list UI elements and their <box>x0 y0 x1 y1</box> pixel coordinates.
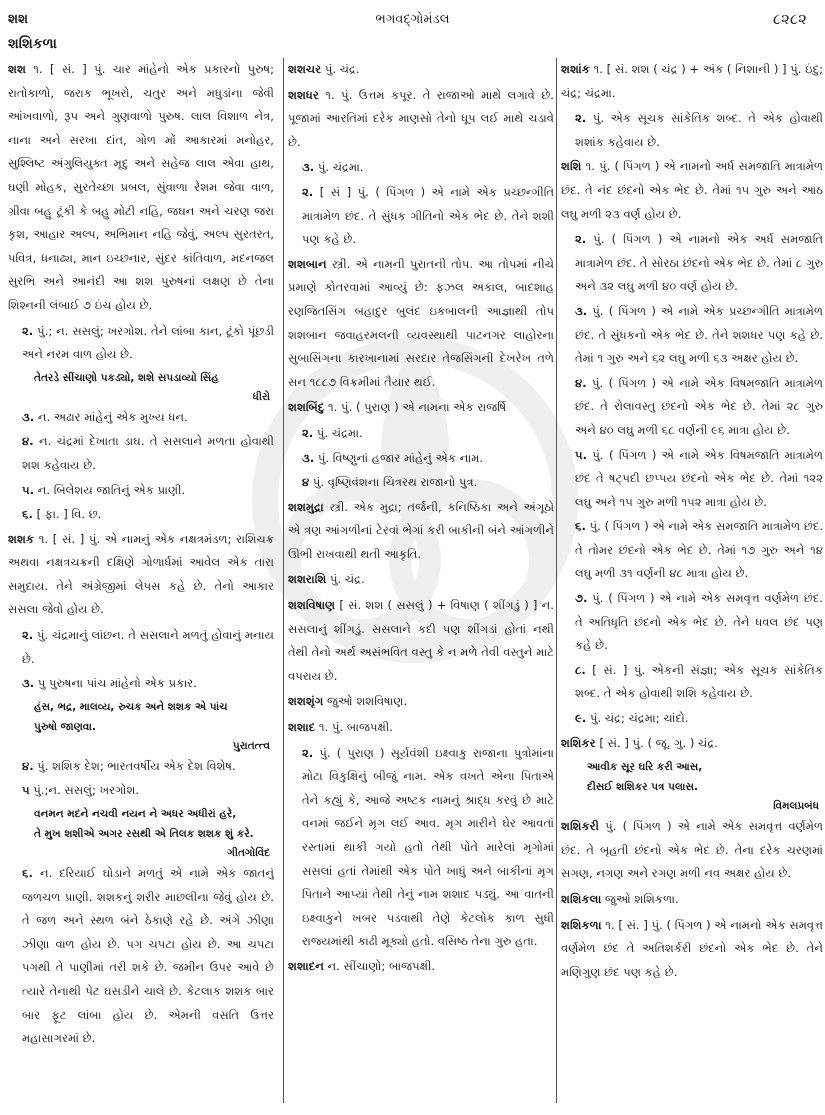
sense-number: ૧. <box>585 159 595 174</box>
quotation-line: તેતરડે સીંચાણો પકડ્યો, શશે સપડાવ્યો સિંહ <box>34 371 219 384</box>
dictionary-entry <box>8 528 274 622</box>
headword: શશિકળા <box>561 917 602 932</box>
definition-text: પું.; ન. સસલું; ખરગોશ. તેને લાંબા કાન, ટૂંકો પૂંછડી અને નરમ વાળ હોય છે. <box>22 323 274 362</box>
sense-number: ૨. <box>575 232 587 247</box>
definition-text: પું. ચંદ્ર; ચંદ્રમા; ચાંદો. <box>589 711 689 726</box>
dictionary-entry <box>288 253 554 395</box>
sense-number: ૨. <box>22 323 34 338</box>
definition-text: પું. ( પુરાણ ) સૂર્યવંશી ઇક્ષ્વાકુ રાજાના પુત્રોમાંના મોટા વિકુક્ષિનું બીજું નામ. એક વખતે એના પિતાએ તેને કહ્યું કે, આજે અષ્ટક નામનું શ્રાદ્ધ કરવું છે માટે વનમાં જઈને મૃગ લઈ આવ. મૃગ મારીને ઘેર આવતાં રસ્તામાં થાકી ગયો હતો તેથી પોતે મારેલાં મૃગોમાં સસલાં હતાં તેમાંથી એક પોતે ખાધું અને બાકીનાં મૃગ પિતાને આપ્યાં તેથી તેનું નામ શશાદ પડ્યું. આ વાતની ઇક્ષ્વાકુને ખબર પડવાથી તેણે કેટલોક કાળ સુધી રાજ્યમાંથી કાઢી મૂક્યો હતો. વસિષ્ઠ તેના ગુરુ હતા. <box>302 745 554 949</box>
definition-text: [ સં. ] પું. ચાર માંહેનો એક પ્રકારનો પુરુષ; રાતોકાળો, જરાક ભૂખરો, ચતુર અને મધુડાંના જેવી આંખવાળો, રૂપ અને ગુણવાળો પુરુષ. લાલ વિશાળ નેત્ર, નાના અને સરખા દાંત, ગોળ મોં આકારમાં મનોહર, સુશ્લિષ્ટ અંગુલિયુક્ત મૃદુ અને સહેજ લાલ એવા હાથ, ઘણી મોહક, સુરતેચ્છા પ્રબલ, સુંવાળા રેશમ જેવા વાળ, ગ્રીવા બહુ ટૂંકી કે બહુ મોટી નહિ, જઘન અને ચરણ જરા કૃશ, આહાર અલ્પ, અભિમાન નહિ જેવું, અલ્પ સુરતરત, પવિત્ર, ધનાઢ્ય, માન ઇચ્છનાર, સુંદર કાંતિવાળ, મદનજલ સુરભિ અને આનંદી આ શશ પુરુષનાં લક્ષણ છે તેના શિશ્નની લંબાઈ ૭ ઇંચ હોય છે. <box>8 62 274 312</box>
sense <box>8 503 274 527</box>
sense-number: ૧. <box>327 400 338 415</box>
sense <box>561 372 823 443</box>
headword: શશબાન <box>288 256 327 271</box>
sense <box>8 430 274 477</box>
sense-number: ૧. <box>325 87 335 102</box>
definition-text: પું. ( પુરાણ ) એ નામના એક રાજર્ષિ <box>341 400 507 415</box>
definition-text: પુ પુરુષના પાંચ માંહેનો એક પ્રકાર. <box>37 676 197 691</box>
sense-number: ૪. <box>22 758 34 773</box>
definition-text: પું. ચંદ્ર. <box>324 62 360 76</box>
headword: શશ <box>8 62 26 76</box>
headword: શશાદન <box>288 958 324 973</box>
definition-text: જુઓ શશિકળા. <box>604 892 679 906</box>
sense-number: ૧. <box>605 917 615 932</box>
definition-text: પું. ( પિંગળ ) એ નામે એક સમવૃત્ત વર્ણમેળ છંદ. તે અતિધૃતિ છંદનો એક ભેદ છે. તેને ધવલ છંદ પણ કહે છે. <box>575 591 823 653</box>
sense <box>8 862 274 1051</box>
sense-number: ૪. <box>22 434 34 449</box>
quotation-line: તે મુખ શશીએ અગર રસથી એ તિલક શશક શું કરે. <box>34 828 254 841</box>
sense <box>561 515 823 586</box>
quotation-line: પુરુષો જાણવા. <box>34 720 96 733</box>
definition-text: સ્ત્રી. એક મુદ્રા; તર્જની, કનિષ્ઠિકા અને અંગૂઠો એ ત્રણ આંગળીનાં ટેરવાં ભેગાં કરી બાકીની બંને આંગળીને ઊભી રાખવાથી થતી આકૃતિ. <box>288 499 554 561</box>
definition-text: પું. બાજપક્ષી. <box>331 720 393 735</box>
definition-text: ન. ચંદ્રમાં દેખાતા ડાઘ. તે સસલાને મળતા હોવાથી શશ કહેવાય છે. <box>22 434 274 472</box>
definition-text: [ સં. શશ ( સસલું ) + વિષાણ ( શીંગડું ) ] ન. સસલાનું શીંગડું. સસલાને કદી પણ શીંગડાં હોતાં નથી તેથી તેનો અર્થ અસંભવિત વસ્તુ કે ન મળે તેવી વસ્તુને માટે વપરાય છે. <box>288 598 554 683</box>
definition-text: પું. ( પિંગળ ) એ નામનો એક અર્ધ સમજાતિ માત્રામેળ છંદ. તે સોરઠા છંદનો એક ભેદ છે. તેમાં ૮ ગુરુ અને ૩૨ લઘુ મળી ૪૦ વર્ણ હોય છે. <box>575 232 823 294</box>
sense-number: ૬. <box>22 866 33 881</box>
dictionary-entry <box>288 568 554 592</box>
column-2 <box>283 58 554 1103</box>
sense-number: ૯. <box>575 711 587 726</box>
definition-text: પું. શશિક દેશ; ભારતવર્ષીય એક દેશ વિશેષ. <box>37 758 236 773</box>
dictionary-entry <box>288 58 554 82</box>
sense-number: ૨. <box>302 745 314 760</box>
headword: શશબિંદુ <box>288 400 325 415</box>
dictionary-entry <box>561 815 823 886</box>
definition-text: [ સં. ] પું. ( પિંગળ ) એ નામનો એક સમવૃત્ત વર્ણમેળ છંદ તે અતિશર્કરી છંદનો એક ભેદ છે. તેને મણિગુણ છંદ પણ કહે છે. <box>561 917 823 979</box>
definition-text: પું. વૃષ્ણિવંશના ચિત્રરથ રાજાનો પુત્ર. <box>312 475 478 490</box>
definition-text: પું. ( પિંગળ ) એ નામે એક વિષમજાતિ માત્રામેળ છંદ. તે રોલાવસ્તુ છંદનો એક ભેદ છે. તેમાં ૨૮ ગુરુ અને ૪૦ લઘુ મળી ૬૮ વર્ણની ૯૬ માત્રા હોય છે. <box>575 375 823 437</box>
sense <box>288 181 554 252</box>
sense <box>8 672 274 696</box>
headword: શશરાશિ <box>288 572 327 587</box>
headword: શશશૃંગ <box>288 694 324 709</box>
definition-text: જુઓ શશવિષાણ. <box>326 694 408 709</box>
dictionary-entry <box>561 914 823 985</box>
definition-text: પું. ચંદ્ર. <box>329 572 365 587</box>
sense-number: ૩. <box>575 303 588 318</box>
dictionary-entry <box>561 888 823 912</box>
quotation-line: વનમન મદને નચવી નયન ને અધર અધીરાં હરે, <box>34 808 237 821</box>
headword: શશાદ <box>288 720 316 735</box>
sense-number: ૧. <box>593 62 603 76</box>
definition-text: [ સં. ] પું. એકની સંજ્ઞા; એક સૂચક સાંકેતિક શબ્દ. તે એક હોવાથી શશિ કહેવાય છે. <box>575 662 823 701</box>
sense-number: ૩. <box>302 160 315 175</box>
sense-number: ૫. <box>575 447 588 462</box>
quotation-source: ધીરો <box>252 390 270 403</box>
dictionary-entry <box>288 690 554 714</box>
headword: શશવિષાણ <box>288 598 336 613</box>
sense <box>288 422 554 446</box>
dictionary-entry <box>288 84 554 155</box>
sense-number: ૨. <box>302 184 314 199</box>
sense-number: ૫ <box>22 783 30 798</box>
definition-text: પું. ( પિંગળ ) એ નામનો અર્ધ સમજાતિ માત્રામેળ છંદ. તે નંદ છંદનો એક ભેદ છે. તેમાં ૧૫ ગુરુ અને આઠ લઘુ મળી ૨૩ વર્ણ હોય છે. <box>561 159 823 221</box>
sense-number: ૩. <box>22 409 35 424</box>
sense <box>561 707 823 731</box>
definition-text: ન. દરિયાઈ ઘોડાને મળતું એ નામે એક જાતનું જળચળ પ્રાણી. શશકનું શરીર માછલીના જેવું હોય છે. તે જળ અને સ્થળ બંને ઠેકાણે રહે છે. અંગે ઝીણા ઝીણા વાળ હોય છે. પગ ચપટા હોય છે. આ ચપટા પગથી તે પાણીમાં તરી શકે છે. જમીન ઉપર આવે છે ત્યારે તેનાથી પેટ ઘસડીને ચાલે છે. કેટલાક શશક બાર બાર ફૂટ લાંબા હોય છે. એમની વસતિ ઉત્તર મહાસાગરમાં છે. <box>22 866 274 1046</box>
sense <box>8 479 274 503</box>
definition-text: પું. ( પિંગળ ) એ નામે એક વિષમજાતિ માત્રામેળ છંદ તે ષટ્પદી છપ્પય છંદનો એક ભેદ છે. તેમાં ૧૨૨ લઘુ અને ૧૫ ગુરુ મળી ૧૫૨ માત્રા હોય છે. <box>575 447 823 509</box>
headword: શશચર <box>288 62 322 76</box>
sense <box>561 300 823 371</box>
sense-number: ૪ <box>302 475 310 490</box>
quotation-line: હંસ, ભદ્ર, માલવ્ય, રુચક અને શશક એ પાંચ <box>34 700 228 713</box>
definition-text: પું. ચંદ્રમા. <box>317 160 364 175</box>
sense <box>288 447 554 471</box>
sense <box>561 228 823 299</box>
definition-text: પું.;ન. સસલું; ખરગોશ. <box>33 783 140 798</box>
definition-text: પું. ચંદ્રમાનું લાંછન. તે સસલાને મળતું હોવાનું મનાય છે. <box>22 628 274 666</box>
definition-text: [ સં. ] પું. એ નામનું એક નક્ષત્રમંડળ; રાશિચક્ર અથવા નક્ષત્રચક્રની દક્ષિણે ગોળાર્ધમાં આવેલ એક તારા સમુદાય. તેને અંગ્રેજીમાં લેપસ કહે છે. તેનો આકાર સસલા જેવો હોય છે. <box>8 531 274 617</box>
headword: શશાંક <box>561 62 590 76</box>
column-1 <box>8 58 274 1103</box>
definition-text: [ સં. ] પું. ( જૂ. ગુ. ) ચંદ્ર. <box>599 735 718 750</box>
headword: શશિકલા <box>561 892 602 906</box>
quotation-line: દીસઈ શશિકર પત્ર પલાસ. <box>587 781 698 794</box>
sense-number: ૬. <box>575 519 586 534</box>
sense <box>8 320 274 367</box>
dictionary-entry <box>288 955 554 979</box>
dictionary-entry <box>561 732 823 756</box>
sense-number: ૧. <box>33 62 43 76</box>
column-3 <box>556 58 823 1103</box>
page-header <box>0 0 825 60</box>
dictionary-entry <box>561 58 823 105</box>
sense <box>288 742 554 954</box>
definition-text: પું. એક સૂચક સાંકેતિક શબ્દ. તે એક હોવાથી શશાંક કહેવાય છે. <box>575 111 823 149</box>
dictionary-entry <box>288 496 554 567</box>
sense <box>561 587 823 658</box>
headword: શશિકર <box>561 735 596 750</box>
definition-text: સ્ત્રી. એ નામની પુરાતની તોપ. આ તોપમાં નીચે પ્રમાણે કોતરવામાં આવ્યું છે: ફઝલ અકાલ, બાદશાહ રણજિતસિંગ બહાદુર બુલંદ ઇકબાલની આજ્ઞાથી તોપ શશબાન જવાહરમલની વ્યવસ્થાથી પાટનગર લાહોરના સુબાસિંગના કારખાનામાં સરદાર તેજસિંગની દેખરેખ તળે સન ૧૮૮૭ વિક્રમીમાં તૈયાર થઈ. <box>288 256 554 389</box>
running-title: ભગવદ્ગોમંડલ <box>375 12 450 27</box>
dictionary-entry <box>288 594 554 688</box>
headword: શશધર <box>288 87 319 102</box>
sense-number: ૨. <box>302 425 314 440</box>
headword: શશિ <box>561 159 582 174</box>
sense-number: ૩. <box>22 676 35 691</box>
definition-text: પું. ઉત્તમ કપૂર. તે રાજાઓ માથે લગાવે છે. પૂજામાં આરતિમાં દરેક માણસો તેનો ધૂપ લઈ માથે ચડાવે છે. <box>288 87 554 149</box>
dictionary-entry <box>8 58 274 318</box>
sense-number: ૨. <box>22 628 34 643</box>
definition-text: [ સં ] પું. ( પિંગળ ) એ નામે એક પ્રચ્છન્ગીતિ માત્રામેળ છંદ. તે સુંધક ગીતિનો એક ભેદ છે. તેને શશી પણ કહે છે. <box>302 184 554 247</box>
sense <box>8 779 274 803</box>
guide-word-first: શશ <box>8 12 29 27</box>
definition-text: [ ફા. ] વિ. છ. <box>36 507 102 522</box>
quotation-line: આવીક સૂર ઘરિ કરી આસ, <box>587 761 703 774</box>
sense-number: ૩. <box>302 450 315 465</box>
definition-text: પું. ( પિંગળ ) એ નામે એક સમવૃત્ત વર્ણમેળ છંદ. તે બૃહતી છંદનો એક ભેદ છે. તેના દરેક ચરણમાં સગણ, નગણ અને રગણ મળી નવ અક્ષર હોય છે. <box>561 819 823 881</box>
sense-number: ૮. <box>575 662 586 677</box>
sense-number: ૧. <box>318 720 329 735</box>
definition-text: [ સં. શશ ( ચંદ્ર ) + અંક ( નિશાની ) ] પું. ઇંદુ; ચંદ્ર; ચંદ્રમા. <box>561 62 823 100</box>
headword: શશમુદ્રા <box>288 499 324 514</box>
sense <box>561 659 823 706</box>
definition-text: પું. વિષ્ણુનાં હજાર માંહેનું એક નામ. <box>317 450 484 465</box>
definition-text: ન. સીંચાણો; બાજપક્ષી. <box>327 958 436 973</box>
dictionary-entry <box>561 155 823 226</box>
sense <box>288 471 554 495</box>
page-number: ૮૨૮૨ <box>772 10 807 28</box>
dictionary-entry <box>288 396 554 420</box>
definition-text: ન. અઢાર માંહેનું એક મુખ્ય ધન. <box>37 409 188 424</box>
quotation-source: ગીતગોવિંદ <box>227 847 270 860</box>
quotation-source: પુરાતત્ત્વ <box>232 739 270 752</box>
guide-word-last: શશિકળા <box>8 36 57 52</box>
sense-number: ૧. <box>38 531 49 546</box>
sense-number: ૭. <box>575 591 588 606</box>
sense <box>8 624 274 671</box>
sense-number: ૫. <box>22 482 35 497</box>
dictionary-entry <box>288 716 554 740</box>
sense <box>8 755 274 779</box>
definition-text: પું. ( પિંગળ ) એ નામે એક પ્રચ્છન્ગીતિ માત્રામેળ છંદ. તે સુંધકનો એક ભેદ છે. તેને શશધર પણ કહે છે. તેમાં ૧ ગુરુ અને ૬૨ લઘુ મળી ૬૩ અક્ષર હોય છે. <box>575 303 823 366</box>
sense <box>288 156 554 180</box>
sense <box>8 406 274 430</box>
sense-number: ૬. <box>22 507 33 522</box>
sense-number: ૨. <box>575 111 587 126</box>
sense <box>561 107 823 154</box>
definition-text: પું. ( પિંગળ ) એ નામે એક સમજાતિ માત્રામેળ છંદ. તે તોમર છંદનો એક ભેદ છે. તેમાં ૧૭ ગુરુ અને ૧૪ લઘુ મળી ૩૧ વર્ણની ૪૮ માત્રા હોય છે. <box>575 519 823 581</box>
headword: શશિકરી <box>561 819 599 834</box>
sense-number: ૪. <box>575 375 587 390</box>
definition-text: પું. ચંદ્રમા. <box>316 425 363 440</box>
sense <box>561 444 823 515</box>
quotation-source: વિમલપ્રબંધ <box>773 800 819 813</box>
dictionary-columns <box>0 58 825 1108</box>
definition-text: ન. બિલેશય જાતિનું એક પ્રાણી. <box>37 482 186 497</box>
headword: શશક <box>8 531 35 546</box>
